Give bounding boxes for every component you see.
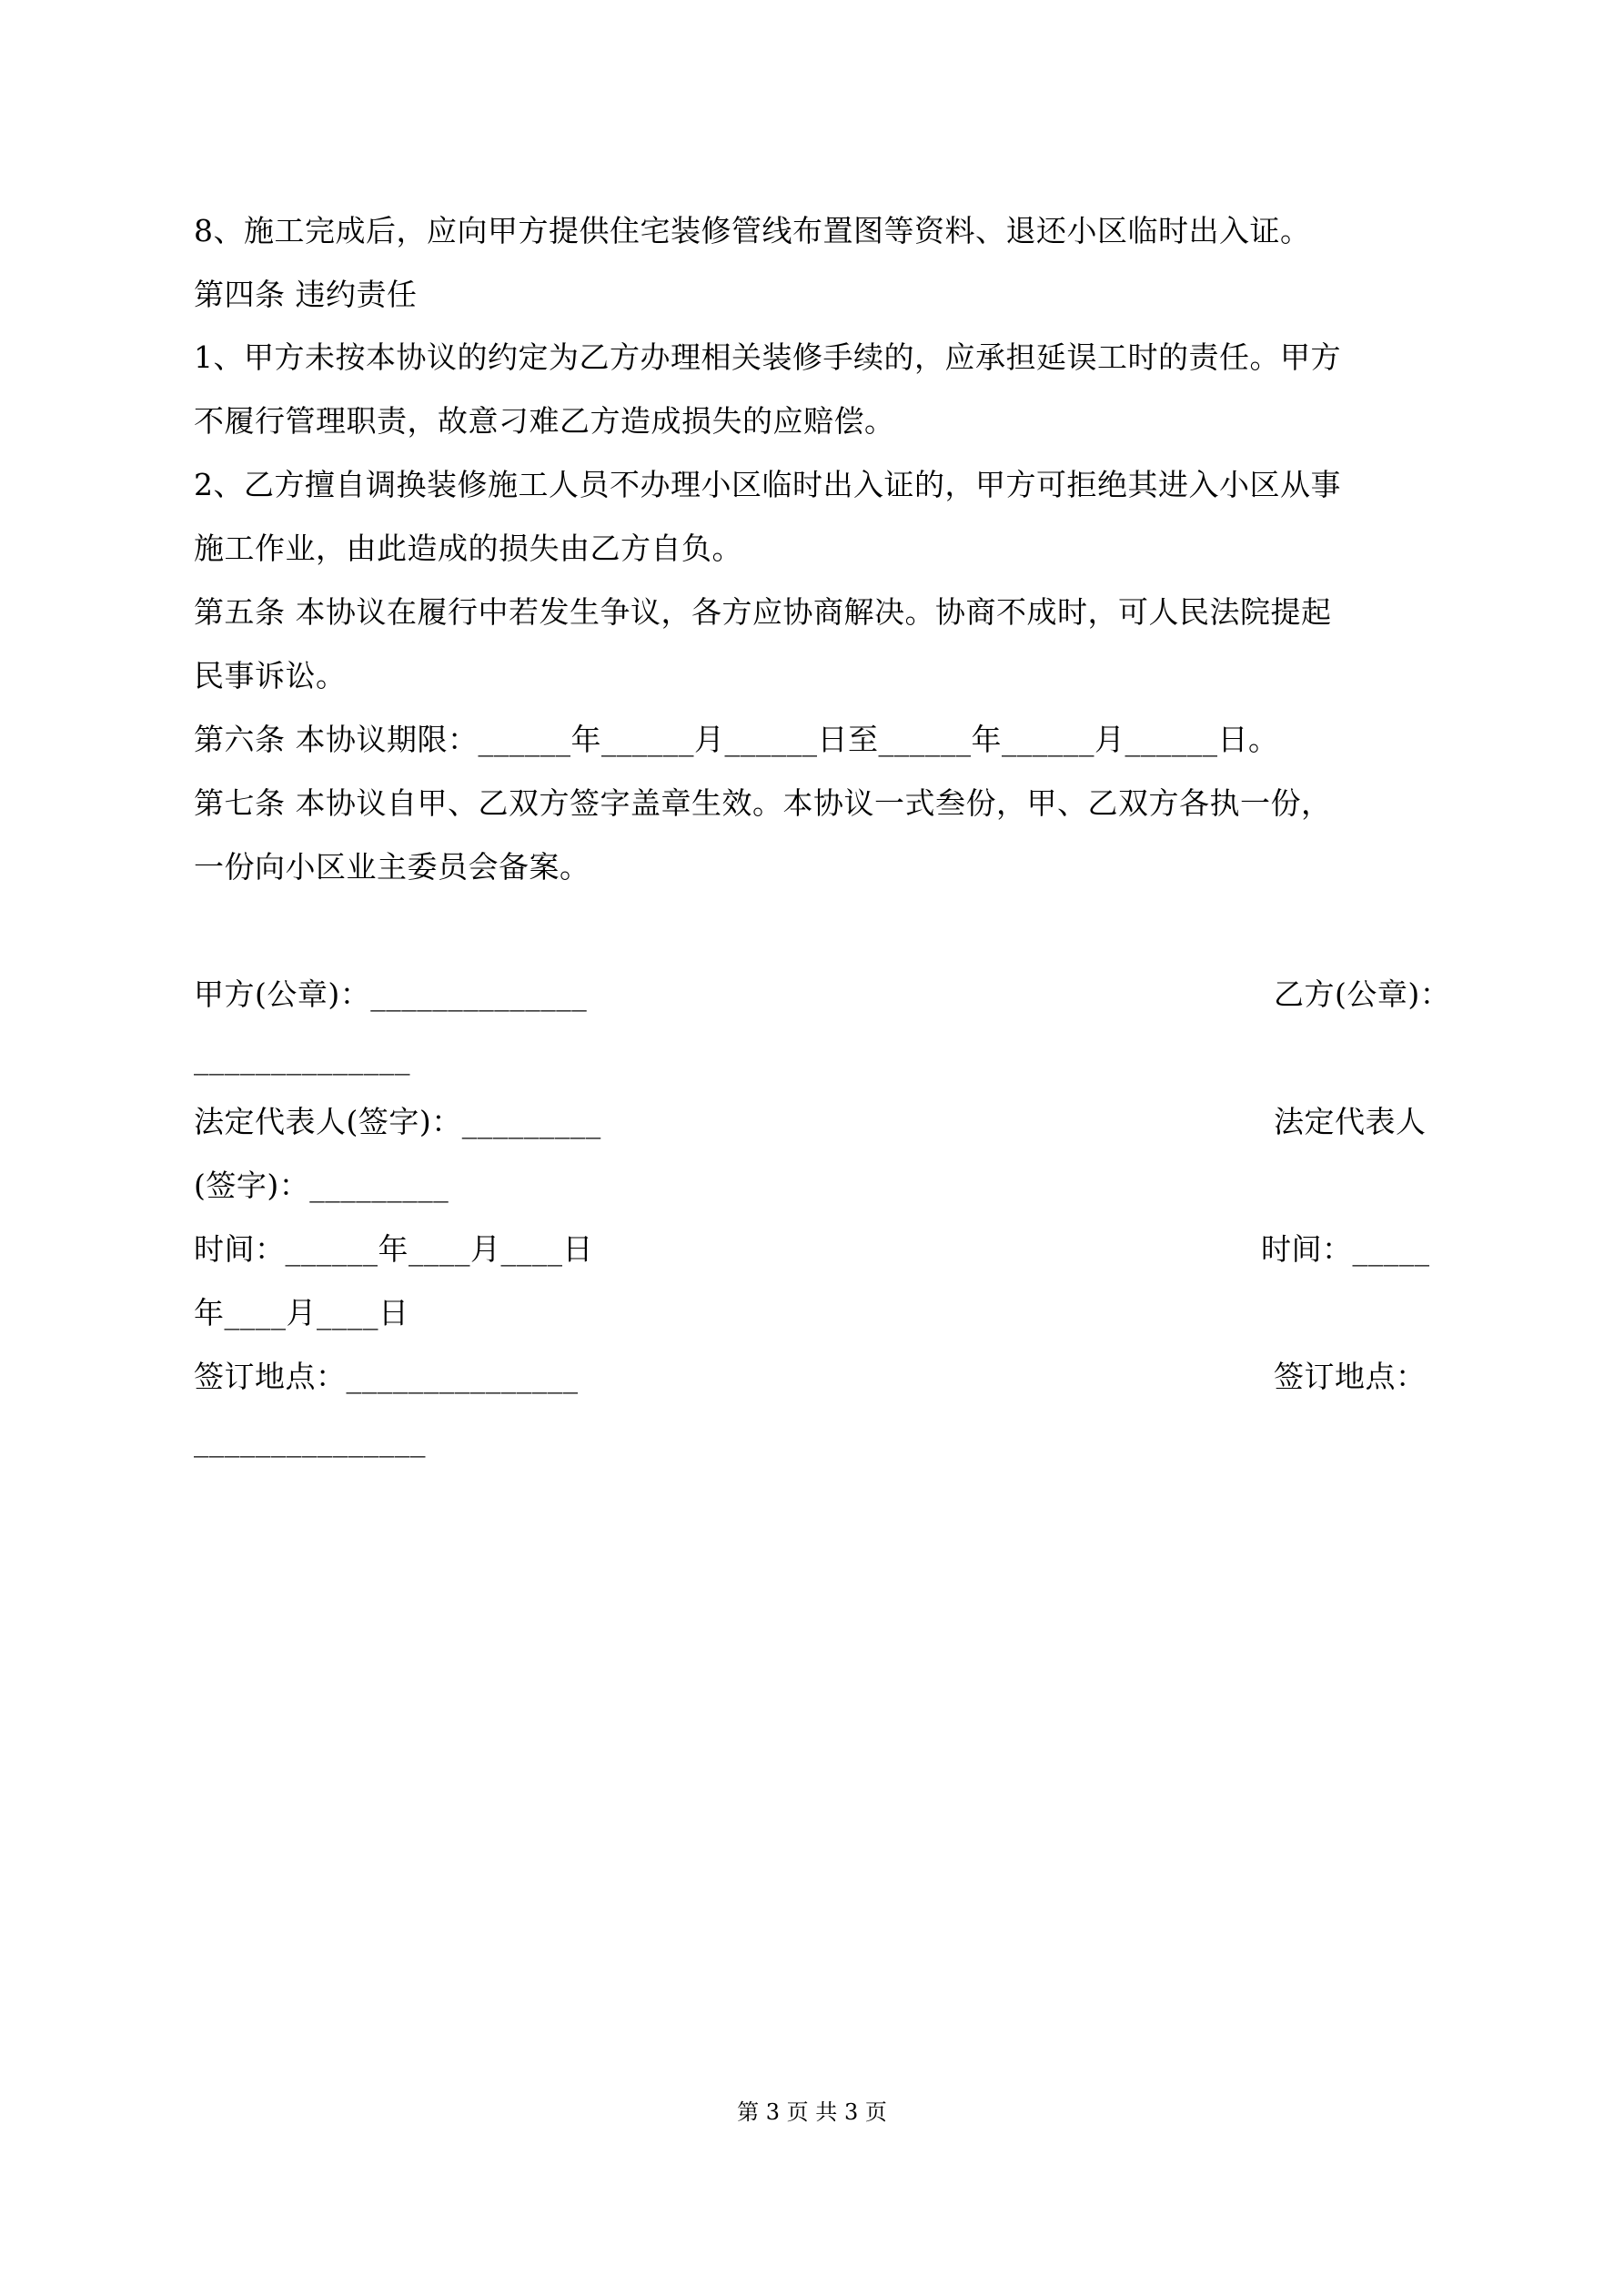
party-b-seal: 乙方(公章)： [1274,976,1451,1012]
article-4-heading: 第四条 违约责任 [194,277,418,312]
party-b-time-cont: 年____月____日 [194,1295,409,1330]
party-a-place: 签订地点：_______________ [194,1359,579,1394]
party-b-place-blank: _______________ [194,1422,426,1458]
article-5-cont: 民事诉讼。 [194,658,347,693]
clause-8: 8、施工完成后，应向甲方提供住宅装修管线布置图等资料、退还小区临时出入证。 [194,213,1311,248]
article-7-cont: 一份向小区业主委员会备案。 [194,849,590,885]
party-b-representative: 法定代表人 [1274,1104,1427,1139]
article-7: 第七条 本协议自甲、乙双方签字盖章生效。本协议一式叁份，甲、乙双方各执一份， [194,785,1332,821]
party-b-seal-blank: ______________ [194,1040,410,1076]
party-a-representative: 法定代表人(签字)：_________ [194,1104,601,1139]
article-4-item-2: 2、乙方擅自调换装修施工人员不办理小区临时出入证的，甲方可拒绝其进入小区从事 [194,467,1341,502]
party-b-representative-cont: (签字)：_________ [194,1168,449,1203]
party-a-seal: 甲方(公章)：______________ [194,976,588,1012]
article-4-item-2-cont: 施工作业，由此造成的损失由乙方自负。 [194,531,742,566]
article-4-item-1-cont: 不履行管理职责，故意刁难乙方造成损失的应赔偿。 [194,403,895,439]
article-5: 第五条 本协议在履行中若发生争议，各方应协商解决。协商不成时，可人民法院提起 [194,594,1332,630]
party-b-place: 签订地点： [1274,1359,1427,1394]
article-6: 第六条 本协议期限：______年______月______日至______年______月______日。 [194,722,1279,757]
article-4-item-1: 1、甲方未按本协议的约定为乙方办理相关装修手续的，应承担延误工时的责任。甲方 [194,339,1341,375]
party-b-time: 时间：_____ [1261,1231,1430,1267]
party-a-time: 时间：______年____月____日 [194,1231,593,1267]
page-footer: 第 3 页 共 3 页 [737,2099,887,2125]
